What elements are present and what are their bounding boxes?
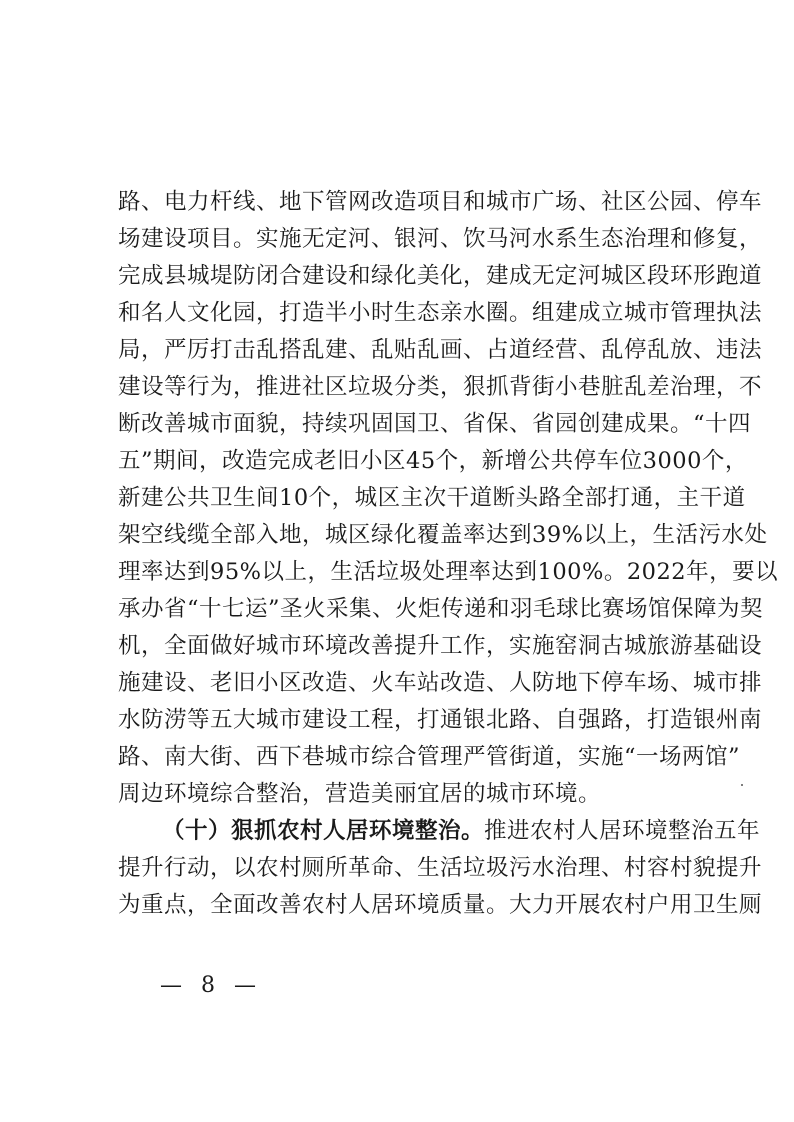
text-line: 新建公共卫生间10个，城区主次干道断头路全部打通，主干道 (118, 485, 746, 511)
text-line: 架空线缆全部入地，城区绿化覆盖率达到39%以上，生活污水处 (118, 522, 768, 548)
text-line: 施建设、老旧小区改造、火车站改造、人防地下停车场、城市排 (118, 670, 763, 696)
text-line: 机，全面做好城市环境改善提升工作，实施窑洞古城旅游基础设 (118, 633, 763, 659)
section-heading: （十）狠抓农村人居环境整治。 (162, 818, 485, 844)
text-line: 建设等行为，推进社区垃圾分类，狠抓背街小巷脏乱差治理，不 (118, 374, 763, 400)
text-line: 水防涝等五大城市建设工程，打通银北路、自强路，打造银州南 (118, 707, 763, 733)
text-line: 提升行动，以农村厕所革命、生活垃圾污水治理、村容村貌提升 (118, 855, 763, 881)
text-line: 为重点，全面改善农村人居环境质量。大力开展农村户用卫生厕 (118, 892, 763, 918)
body-text (118, 184, 779, 924)
text-line: 路、南大街、西下巷城市综合管理严管街道，实施“一场两馆” (118, 744, 741, 770)
text-line: 和名人文化园，打造半小时生态亲水圈。组建成立城市管理执法 (118, 300, 763, 326)
text-line: 局，严厉打击乱搭乱建、乱贴乱画、占道经营、乱停乱放、违法 (118, 337, 763, 363)
text-line: 五”期间，改造完成老旧小区45个，新增公共停车位3000个， (118, 448, 748, 474)
text-line: 断改善城市面貌，持续巩固国卫、省保、省园创建成果。“十四 (118, 411, 752, 437)
text-line: 路、电力杆线、地下管网改造项目和城市广场、社区公园、停车 (118, 189, 763, 215)
page-number: — 8 — (160, 973, 262, 998)
text-line: 周边环境综合整治，营造美丽宜居的城市环境。 (118, 781, 602, 807)
section-heading-line (118, 813, 761, 850)
section-heading-rest: 推进农村人居环境整治五年 (484, 818, 761, 844)
text-line: 理率达到95%以上，生活垃圾处理率达到100%。2022年，要以 (118, 559, 779, 585)
text-line: 场建设项目。实施无定河、银河、饮马河水系生态治理和修复， (118, 226, 763, 252)
text-line: 完成县城堤防闭合建设和绿化美化，建成无定河城区段环形跑道 (118, 263, 763, 289)
scan-dot (741, 784, 743, 786)
text-line: 承办省“十七运”圣火采集、火炬传递和羽毛球比赛场馆保障为契 (118, 596, 764, 622)
